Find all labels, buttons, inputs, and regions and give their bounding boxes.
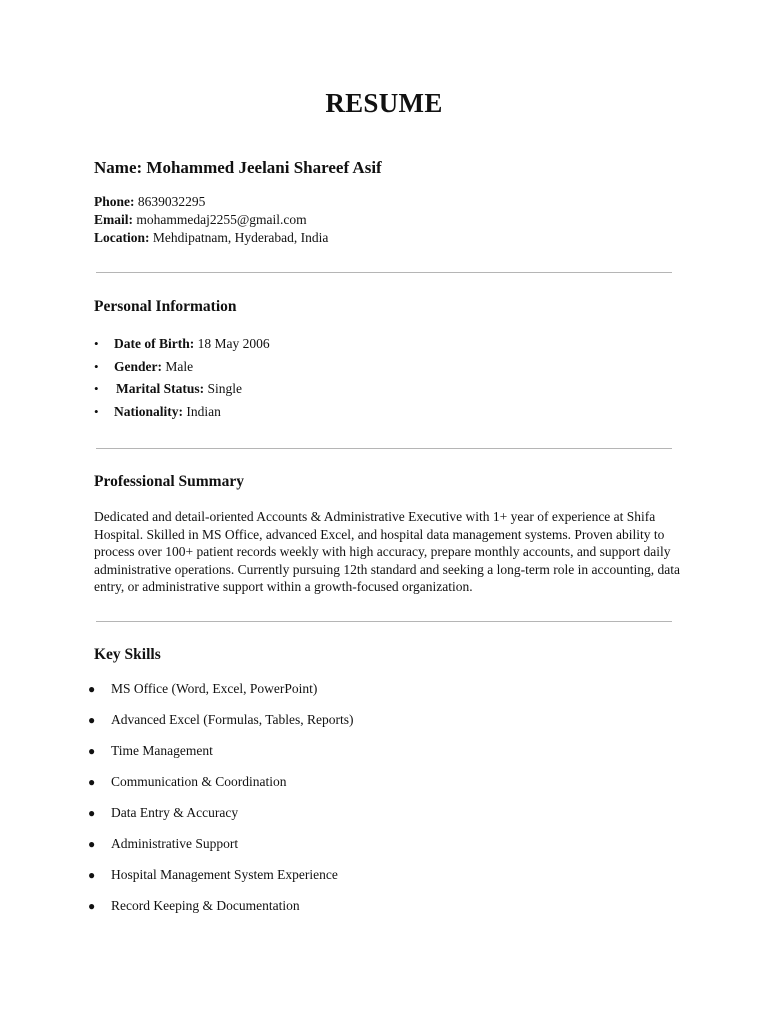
bullet-icon: • <box>94 358 99 374</box>
skill-text: Administrative Support <box>111 836 239 851</box>
personal-item-label: Nationality: <box>114 403 183 419</box>
candidate-name <box>94 158 382 178</box>
bullet-icon: ● <box>88 775 96 789</box>
name-label: Name: <box>94 158 143 177</box>
skill-text: Time Management <box>111 743 213 758</box>
professional-summary-heading: Professional Summary <box>94 473 244 490</box>
skill-text: Record Keeping & Documentation <box>111 898 300 913</box>
personal-information-heading: Personal Information <box>94 298 237 315</box>
location-label: Location: <box>94 230 150 245</box>
key-skills-heading: Key Skills <box>94 646 161 663</box>
professional-summary-text: Dedicated and detail-oriented Accounts & Administrative Executive with 1+ year of experience at Shifa Hospital. Skilled in MS Office, advanced Excel, and hospital data management systems. Proven ability to process over 100+ patient records weekly with high accuracy, prepare monthly accounts, and support daily administrative operations. Currently pursuing 12th standard and seeking a long-term role in accounting, data entry, or administrative support within a growth-focused organization. <box>94 509 680 595</box>
personal-item-value: Male <box>165 358 194 374</box>
bullet-icon: • <box>94 403 99 419</box>
skill-text: Communication & Coordination <box>111 774 287 789</box>
bullet-icon: ● <box>88 713 96 727</box>
contact-phone <box>94 193 328 211</box>
email-label: Email: <box>94 212 133 227</box>
location-value: Mehdipatnam, Hyderabad, India <box>152 230 329 245</box>
phone-label: Phone: <box>94 194 135 209</box>
personal-item-label: Marital Status: <box>116 381 205 396</box>
bullet-icon: ● <box>88 899 96 913</box>
contact-email <box>94 211 328 229</box>
phone-value: 8639032295 <box>137 194 206 209</box>
bullet-icon: • <box>94 381 99 396</box>
personal-item-value: Indian <box>186 403 221 419</box>
contact-block <box>94 193 328 247</box>
section-divider <box>96 621 672 622</box>
section-divider <box>96 272 672 273</box>
personal-item-label: Gender: <box>114 358 162 374</box>
skill-text: Advanced Excel (Formulas, Tables, Reports) <box>111 712 354 727</box>
name-value: Mohammed Jeelani Shareef Asif <box>146 158 382 177</box>
bullet-icon: ● <box>88 744 96 758</box>
bullet-icon: ● <box>88 837 96 851</box>
skill-text: MS Office (Word, Excel, PowerPoint) <box>111 681 318 696</box>
bullet-icon: ● <box>88 682 96 696</box>
email-value: mohammedaj2255@gmail.com <box>136 212 307 227</box>
bullet-icon: ● <box>88 806 96 820</box>
skill-text: Data Entry & Accuracy <box>111 805 239 820</box>
document-title: RESUME <box>325 88 443 118</box>
bullet-icon: • <box>94 336 99 351</box>
contact-location <box>94 229 328 247</box>
personal-item-label: Date of Birth: <box>114 336 195 351</box>
personal-item-value: 18 May 2006 <box>197 336 270 351</box>
personal-item-value: Single <box>207 381 243 396</box>
section-divider <box>96 448 672 449</box>
skill-text: Hospital Management System Experience <box>111 867 338 882</box>
bullet-icon: ● <box>88 868 96 882</box>
